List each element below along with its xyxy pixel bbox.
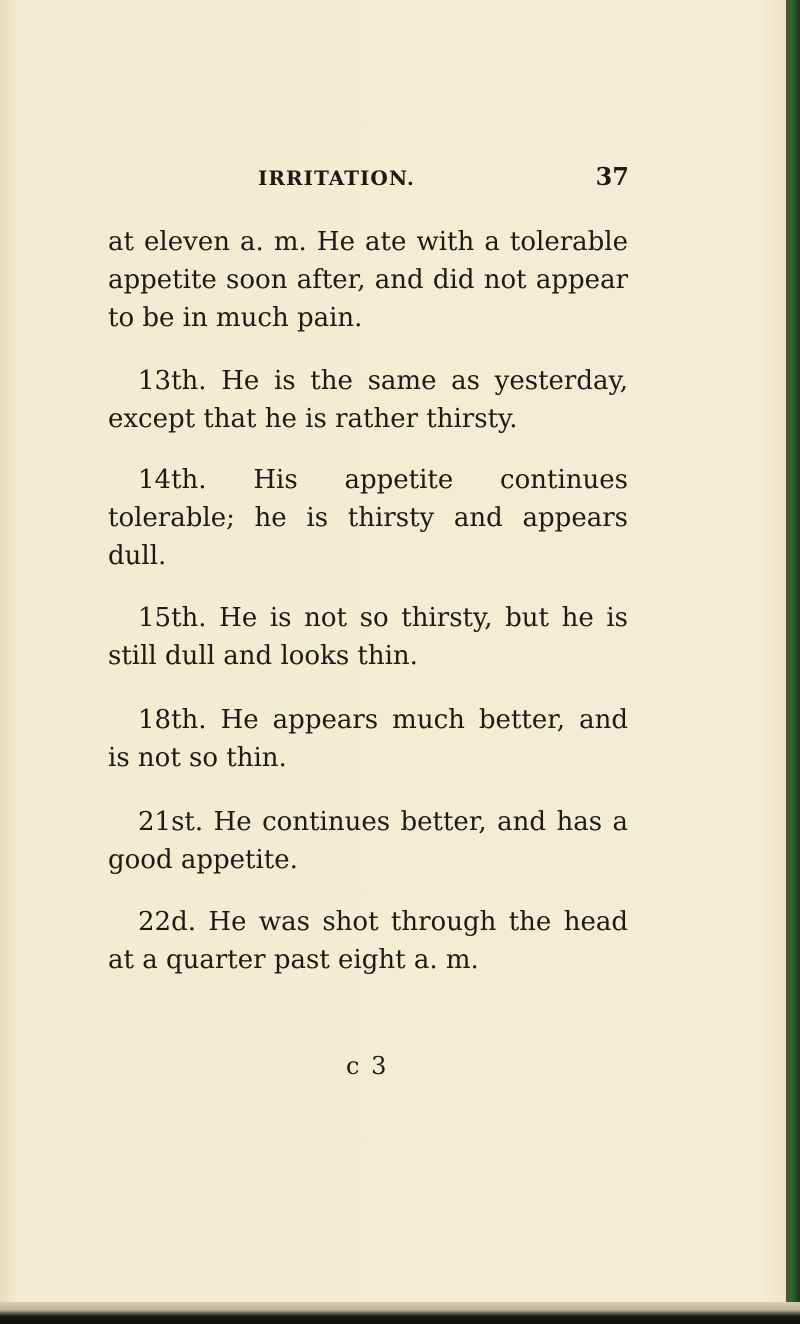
paragraph: 21st. He continues better, and has a good appetite. [108,807,628,875]
paragraph: 22d. He was shot through the head at a quarter past eight a. m. [108,907,628,975]
paragraph: at eleven a. m. He ate with a tolerable appetite soon after, and did not appear to be in much pain. [108,227,628,333]
page-header [108,162,629,198]
body-text [108,223,628,979]
paragraph: 18th. He appears much better, and is not so thin. [108,705,628,773]
page-edge-bottom [0,1302,800,1324]
page-number: 37 [595,162,629,191]
running-title: IRRITATION. [258,166,415,190]
signature-mark: c 3 [346,1052,389,1080]
page-edge-right [786,0,800,1324]
paragraph: 13th. He is the same as yesterday, except that he is rather thirsty. [108,366,628,434]
paragraph: 15th. He is not so thirsty, but he is still dull and looks thin. [108,603,628,671]
paragraph: 14th. His appetite continues tolerable; he is thirsty and appears dull. [108,465,628,571]
